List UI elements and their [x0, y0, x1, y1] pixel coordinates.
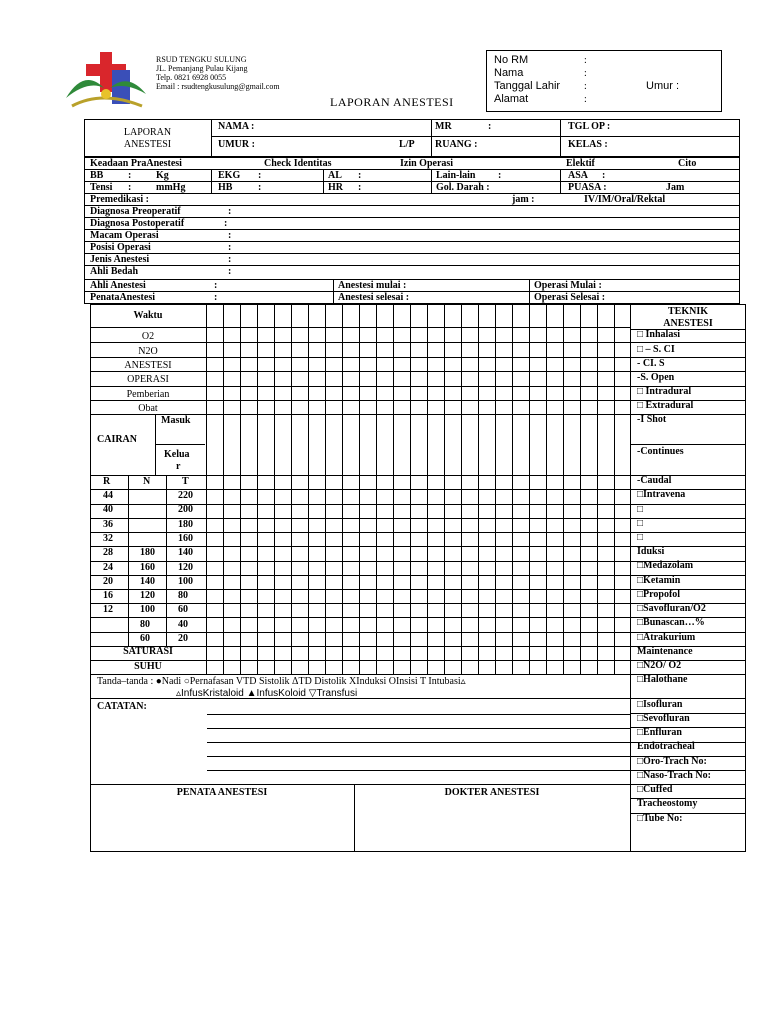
teknik-item: □Propofol	[637, 589, 681, 600]
line	[630, 674, 746, 675]
line	[90, 342, 630, 343]
line	[342, 304, 343, 674]
o2-label: O2	[141, 331, 155, 342]
scale-value: 20	[103, 576, 113, 587]
scale-value: 60	[178, 604, 188, 615]
colon: :	[358, 170, 362, 181]
scale-value: 160	[140, 562, 155, 573]
line	[630, 727, 746, 728]
hospital-logo	[62, 48, 150, 110]
teknik-item: -Caudal	[637, 475, 672, 486]
line	[90, 532, 630, 533]
teknik-item: □	[637, 518, 644, 529]
line	[90, 518, 630, 519]
t-header: T	[182, 476, 189, 487]
colon: :	[584, 94, 587, 105]
ekg-label: EKG	[218, 170, 241, 181]
line	[128, 475, 129, 646]
line	[630, 674, 631, 852]
line	[359, 304, 360, 674]
colon: :	[228, 266, 232, 277]
line	[630, 698, 746, 699]
line	[630, 575, 746, 576]
line	[206, 304, 207, 674]
line	[580, 304, 581, 674]
line	[90, 414, 630, 415]
tensi-label: Tensi	[90, 182, 113, 193]
anestesi-selesai-label: Anestesi selesai :	[338, 292, 410, 303]
colon: :	[228, 206, 232, 217]
colon: :	[128, 170, 132, 181]
al-label: AL	[328, 170, 342, 181]
teknik-item: □Halothane	[637, 674, 688, 685]
jenis-anestesi-label: Jenis Anestesi	[90, 254, 150, 265]
n-header: N	[143, 476, 151, 487]
colon: :	[602, 170, 606, 181]
scale-value: 160	[178, 533, 193, 544]
nama-label: Nama	[494, 67, 524, 79]
line	[155, 444, 205, 445]
line	[325, 304, 326, 674]
teknik-item: □Savofluran/O2	[637, 603, 706, 614]
cito: Cito	[678, 158, 697, 169]
anestesi-row-label: ANESTESI	[124, 360, 172, 371]
line	[563, 304, 564, 674]
line	[393, 304, 394, 674]
teknik-item: □Atrakurium	[637, 632, 696, 643]
line	[630, 813, 746, 814]
teknik-item: □Sevofluran	[637, 713, 690, 724]
scale-value: 180	[178, 519, 193, 530]
teknik-item: - CI. S	[637, 358, 665, 369]
line	[90, 561, 630, 562]
penata-anestesi-label: PenataAnestesi	[90, 292, 155, 303]
umur-label: Umur :	[646, 80, 679, 92]
line	[630, 357, 746, 358]
catatan-label: CATATAN:	[97, 701, 147, 712]
lp-field: L/P	[399, 139, 415, 150]
teknik-item: □Bunascan…%	[637, 617, 705, 628]
mmhg-unit: mmHg	[156, 182, 186, 193]
line	[630, 713, 746, 714]
line	[630, 444, 746, 445]
line	[90, 371, 630, 372]
hospital-phone: Telp. 0821 6928 0055	[156, 73, 227, 82]
teknik-item: Iduksi	[637, 546, 665, 557]
mr-field: MR	[435, 121, 452, 132]
line	[630, 371, 746, 372]
line	[630, 414, 746, 415]
teknik-item: -I Shot	[637, 414, 667, 425]
scale-value: 220	[178, 490, 193, 501]
tgl-label: Tanggal Lahir	[494, 80, 561, 92]
scale-value: 140	[140, 576, 155, 587]
colon: :	[228, 254, 232, 265]
line	[240, 304, 241, 674]
line	[630, 504, 746, 505]
line	[410, 304, 411, 674]
scale-value: 60	[140, 633, 150, 644]
colon: :	[584, 68, 587, 79]
teknik-item: □N2O/ O2	[637, 660, 682, 671]
line	[90, 698, 630, 699]
hospital-address: JL. Pemanjang Pulau Kijang	[156, 64, 248, 73]
teknik-item: □ Intradural	[637, 386, 692, 397]
line	[90, 660, 630, 661]
colon: :	[224, 218, 228, 229]
line	[257, 304, 258, 674]
colon: :	[358, 182, 362, 193]
colon: :	[228, 242, 232, 253]
scale-value: 200	[178, 504, 193, 515]
line	[166, 475, 167, 646]
line	[630, 546, 746, 547]
scale-value: 44	[103, 490, 113, 501]
scale-value: 24	[103, 562, 113, 573]
colon: :	[258, 182, 262, 193]
rm-label: No RM	[494, 54, 529, 66]
line	[90, 589, 630, 590]
saturasi-label: SATURASI	[123, 646, 173, 657]
teknik-item: -Continues	[637, 446, 684, 457]
line	[495, 304, 496, 674]
line	[461, 304, 462, 674]
teknik-item: □ Extradural	[637, 400, 694, 411]
line	[630, 518, 746, 519]
puasa-label: PUASA :	[568, 182, 607, 193]
scale-value: 120	[140, 590, 155, 601]
line	[630, 770, 746, 771]
jam-unit: Jam	[666, 182, 685, 193]
teknik-item: □Isofluran	[637, 699, 683, 710]
line	[308, 304, 309, 674]
suhu-label: SUHU	[134, 661, 162, 672]
keadaan-label: Keadaan PraAnestesi	[90, 158, 182, 169]
line	[90, 646, 630, 647]
izin-operasi: Izin Operasi	[400, 158, 454, 169]
keluar-label-2: r	[176, 461, 181, 472]
waktu-label: Waktu	[133, 310, 163, 321]
scale-value: 80	[178, 590, 188, 601]
line	[630, 603, 746, 604]
colon: :	[228, 230, 232, 241]
line	[90, 632, 630, 633]
operasi-selesai-label: Operasi Selesai :	[534, 292, 606, 303]
colon: :	[498, 170, 502, 181]
line	[90, 617, 630, 618]
line	[630, 400, 746, 401]
masuk-label: Masuk	[161, 415, 191, 426]
line	[90, 357, 630, 358]
line	[630, 561, 746, 562]
colon: :	[214, 292, 218, 303]
scale-value: 20	[178, 633, 188, 644]
line	[630, 756, 746, 757]
anestesi-mulai-label: Anestesi mulai :	[338, 280, 407, 291]
legend-line-2: ▵InfusKristaloid ▲InfusKoloid ▽Transfusi	[176, 688, 358, 699]
teknik-title: TEKNIK	[667, 306, 708, 317]
umur-field: UMUR :	[218, 139, 255, 150]
colon: :	[128, 182, 132, 193]
teknik-item: Maintenance	[637, 646, 693, 657]
line	[90, 546, 630, 547]
line	[155, 414, 156, 475]
scale-value: 28	[103, 547, 113, 558]
scale-value: 12	[103, 604, 113, 615]
line	[478, 304, 479, 674]
teknik-item: □Enfluran	[637, 727, 682, 738]
operasi-mulai-label: Operasi Mulai :	[534, 280, 602, 291]
line	[630, 660, 746, 661]
teknik-item: □Ketamin	[637, 575, 681, 586]
line	[90, 489, 630, 490]
scale-value: 100	[178, 576, 193, 587]
line	[630, 342, 746, 343]
line	[90, 603, 630, 604]
line	[223, 304, 224, 674]
dokter-signature-label: DOKTER ANESTESI	[444, 787, 540, 798]
scale-value: 32	[103, 533, 113, 544]
teknik-item: □Medazolam	[637, 560, 694, 571]
jam-label: jam :	[512, 194, 535, 205]
teknik-item: □ Inhalasi	[637, 329, 681, 340]
colon: :	[584, 81, 587, 92]
scale-value: 100	[140, 604, 155, 615]
premedikasi-label: Premedikasi :	[90, 194, 149, 205]
nama-field: NAMA :	[218, 121, 255, 132]
line	[630, 386, 746, 387]
line	[597, 304, 598, 674]
alamat-label: Alamat	[494, 93, 529, 105]
diagnosa-pre-label: Diagnosa Preoperatif	[90, 206, 181, 217]
scale-value: 16	[103, 590, 113, 601]
scale-value: 120	[178, 562, 193, 573]
line	[90, 674, 630, 675]
hb-label: HB	[218, 182, 233, 193]
colon: :	[214, 280, 218, 291]
laporan-label: LAPORAN	[123, 127, 172, 138]
ahli-anestesi-label: Ahli Anestesi	[90, 280, 146, 291]
n2o-label: N2O	[138, 346, 158, 357]
penata-signature-label: PENATA ANESTESI	[176, 787, 268, 798]
teknik-item: □Tube No:	[637, 813, 683, 824]
legend-line-1: Tanda–tanda : ●Nadi ○Pernafasan VTD Sistolik ΔTD Distolik XInduksi OInsisi T Intubasi▵	[97, 676, 466, 687]
cairan-label: CAIRAN	[97, 434, 137, 445]
line	[90, 327, 630, 328]
line	[546, 304, 547, 674]
teknik-item: □Oro-Trach No:	[637, 756, 707, 767]
line	[444, 304, 445, 674]
line	[291, 304, 292, 674]
teknik-item: □Naso-Trach No:	[637, 770, 711, 781]
scale-value: 40	[103, 504, 113, 515]
kg-unit: Kg	[156, 170, 169, 181]
colon: :	[584, 55, 587, 66]
line	[630, 475, 746, 476]
teknik-item: □Intravena	[637, 489, 686, 500]
r-header: R	[103, 476, 111, 487]
mr-colon: :	[488, 121, 492, 132]
obat-label: Obat	[138, 403, 158, 414]
ruang-field: RUANG :	[435, 139, 478, 150]
scale-value: 180	[140, 547, 155, 558]
hospital-email: Email : rsudtengkusulung@gmail.com	[156, 82, 280, 91]
line	[630, 742, 746, 743]
line	[630, 798, 746, 799]
scale-value: 36	[103, 519, 113, 530]
teknik-item: -S. Open	[637, 372, 675, 383]
line	[630, 532, 746, 533]
teknik-item: □	[637, 504, 644, 515]
line	[90, 504, 630, 505]
anestesi-label: ANESTESI	[123, 139, 172, 150]
line	[274, 304, 275, 674]
scale-value: 40	[178, 619, 188, 630]
line	[630, 329, 746, 330]
header-table	[84, 119, 740, 157]
diagnosa-post-label: Diagnosa Postoperatif	[90, 218, 185, 229]
line	[630, 489, 746, 490]
tglop-field: TGL OP :	[568, 121, 611, 132]
line	[90, 575, 630, 576]
hospital-name: RSUD TENGKU SULUNG	[156, 55, 247, 64]
scale-value: 80	[140, 619, 150, 630]
line	[630, 617, 746, 618]
line	[630, 646, 746, 647]
teknik-item: □Cuffed	[637, 784, 673, 795]
line	[90, 475, 630, 476]
gol-darah-label: Gol. Darah :	[436, 182, 490, 193]
teknik-item: Endotracheal	[637, 741, 695, 752]
operasi-row-label: OPERASI	[127, 374, 169, 385]
macam-operasi-label: Macam Operasi	[90, 230, 159, 241]
line	[630, 589, 746, 590]
teknik-item: □ – S. CI	[637, 344, 675, 355]
check-identitas: Check Identitas	[264, 158, 332, 169]
line	[512, 304, 513, 674]
posisi-operasi-label: Posisi Operasi	[90, 242, 151, 253]
document-title: LAPORAN ANESTESI	[330, 95, 454, 109]
asa-label: ASA	[568, 170, 589, 181]
route-label: IV/IM/Oral/Rektal	[584, 194, 666, 205]
scale-value: 140	[178, 547, 193, 558]
teknik-title-2: ANESTESI	[663, 318, 713, 329]
line	[376, 304, 377, 674]
line	[614, 304, 615, 674]
line	[630, 632, 746, 633]
kelas-field: KELAS :	[568, 139, 608, 150]
line	[630, 784, 746, 785]
line	[529, 304, 530, 674]
teknik-item: □	[637, 532, 644, 543]
line	[90, 386, 630, 387]
line	[90, 400, 630, 401]
colon: :	[258, 170, 262, 181]
keluar-label: Kelua	[164, 449, 190, 460]
info-rows	[84, 157, 740, 304]
teknik-item: Tracheostomy	[637, 798, 698, 809]
elektif: Elektif	[566, 158, 595, 169]
lainlain-label: Lain-lain	[436, 170, 476, 181]
ahli-bedah-label: Ahli Bedah	[90, 266, 139, 277]
hr-label: HR	[328, 182, 343, 193]
pemberian-label: Pemberian	[126, 389, 170, 400]
bb-label: BB	[90, 170, 104, 181]
line	[427, 304, 428, 674]
